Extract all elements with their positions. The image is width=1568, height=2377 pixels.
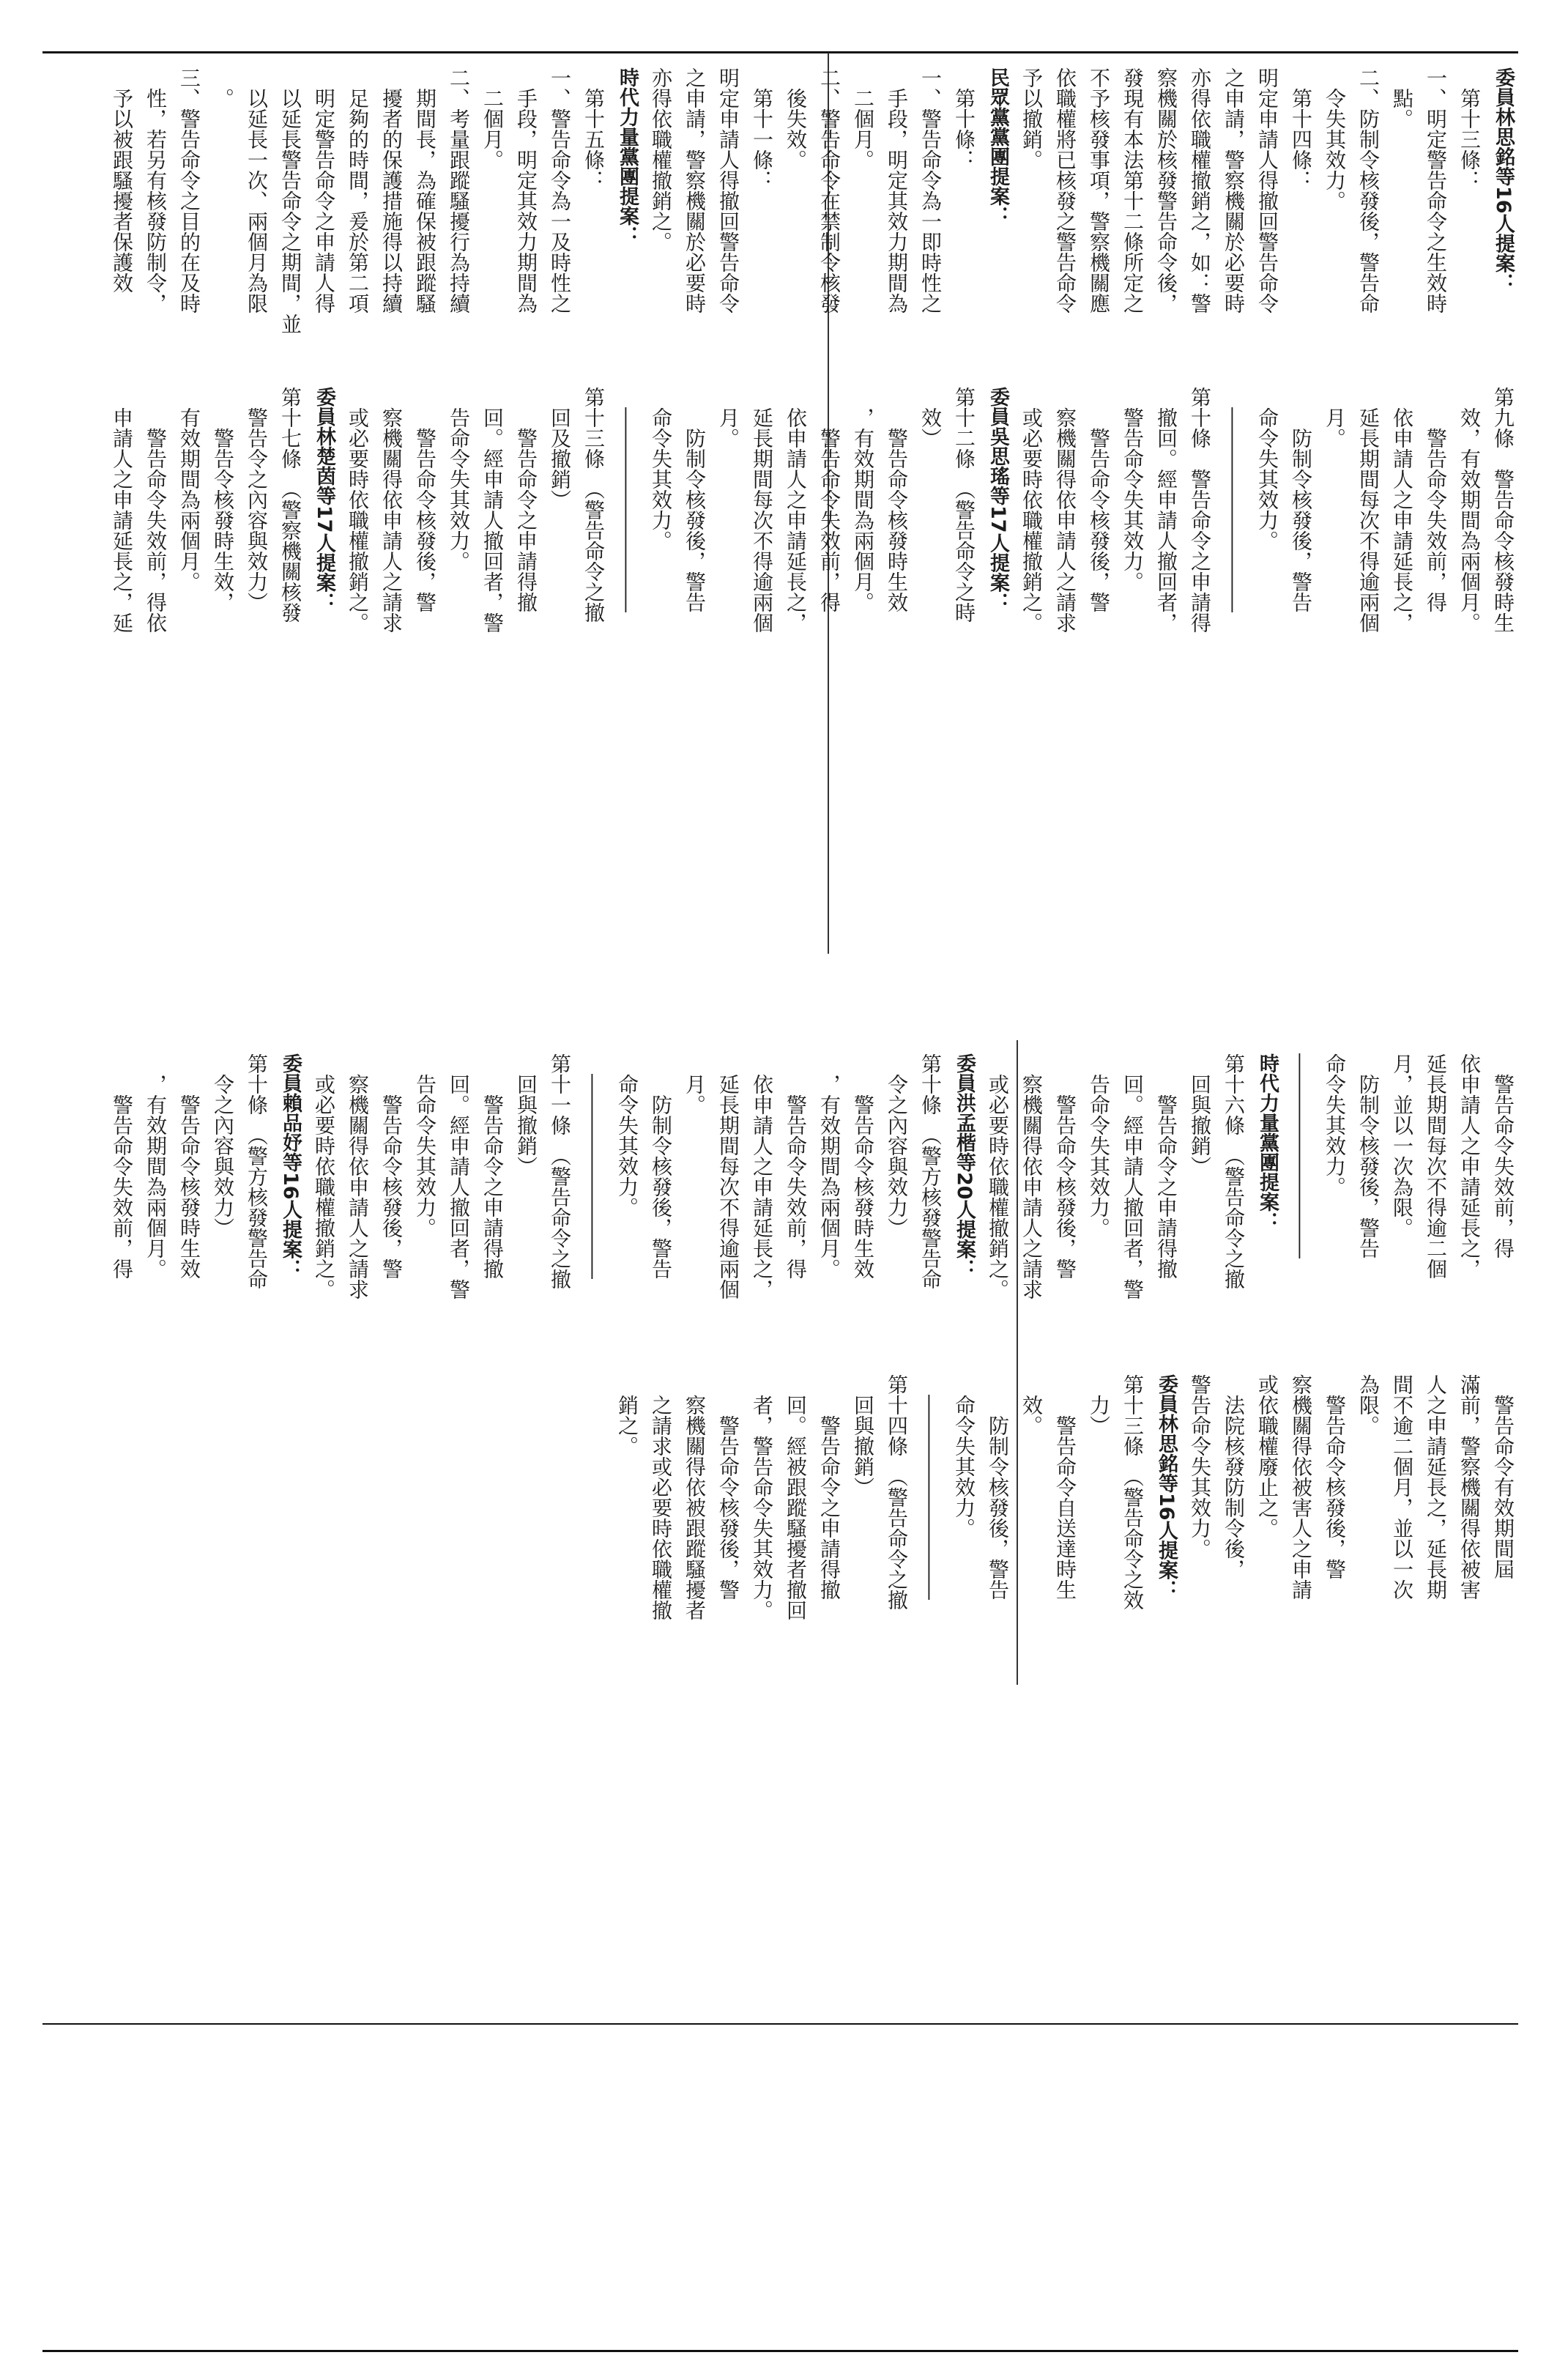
text-line: 第十條 （警方核發警告命 bbox=[245, 1053, 269, 1289]
proposal-heading: 委員林思銘等16人提案： bbox=[1492, 67, 1515, 293]
text-line: 察機關得依申請人之請求 bbox=[1019, 1053, 1044, 1299]
text-line: 亦得依職權撤銷之，如：警 bbox=[1188, 67, 1212, 314]
text-line: 察機關得依申請人之請求 bbox=[379, 387, 404, 633]
text-line: 警告命令核發時生效 bbox=[885, 387, 909, 612]
text-line: 予以被跟騷擾者保護效 bbox=[110, 67, 134, 293]
text-line: 警告命令之申請得撤 bbox=[817, 1374, 841, 1600]
proposal-heading: 委員林楚茵等17人提案： bbox=[313, 387, 335, 612]
text-line: 警告命令核發後，警 bbox=[1053, 1053, 1077, 1279]
text-line: 第十二條 （警告命令之時 bbox=[952, 387, 976, 623]
text-line: 防制令核發後，警告 bbox=[1289, 387, 1313, 612]
text-line: 月。 bbox=[683, 1053, 707, 1115]
text-line: 警告命令核發時生效 bbox=[851, 1053, 875, 1279]
text-line: 第十一條： bbox=[750, 67, 774, 190]
text-line: 第十一條 （警告命令之撤 bbox=[548, 1053, 572, 1289]
text-line: 有效期間為兩個月。 bbox=[177, 387, 201, 592]
text-line: 令之內容與效力） bbox=[885, 1053, 909, 1238]
text-line: 察機關於核發警告命令後， bbox=[1154, 67, 1178, 314]
text-line: ，有效期間為兩個月。 bbox=[851, 387, 875, 612]
proposal-heading: 委員林思銘等16人提案： bbox=[1155, 1374, 1178, 1600]
proposal-heading: 民眾黨黨團提案： bbox=[986, 67, 1009, 226]
text-line: ，有效期間為兩個月。 bbox=[144, 1053, 168, 1279]
proposal-heading: 時代力量黨團提案： bbox=[616, 67, 639, 245]
text-line: 點。 bbox=[1390, 67, 1414, 129]
text-line: 警告命令失效前，得 bbox=[110, 1053, 134, 1279]
text-line: 察機關得依被跟蹤騷擾者 bbox=[683, 1374, 707, 1620]
text-line: 法院核發防制令後， bbox=[1222, 1374, 1246, 1579]
text-line: 。 bbox=[211, 67, 235, 108]
text-line: 警告命令有效期間屆 bbox=[1491, 1374, 1515, 1579]
text-line: 防制令核發後，警告 bbox=[683, 387, 707, 612]
text-line: 延長期間每次不得逾兩個 bbox=[716, 1053, 740, 1299]
text-line: 第十六條 （警告命令之撤 bbox=[1222, 1053, 1246, 1289]
text-line: 第九條 警告命令核發時生 bbox=[1491, 387, 1515, 633]
text-line: 警告命令之申請得撤 bbox=[1154, 1053, 1178, 1279]
text-line: 警告命令失效前，得依 bbox=[144, 387, 168, 633]
middle-rule bbox=[42, 2023, 1518, 2025]
text-line: 之請求或必要時依職權撤 bbox=[649, 1374, 673, 1620]
text-line: 第十三條： bbox=[1457, 67, 1482, 190]
text-line: 或必要時依職權撤銷之。 bbox=[312, 1053, 336, 1299]
text-line: 回。經申請人撤回者，警 bbox=[480, 387, 505, 633]
text-line: 依申請人之申請延長之， bbox=[1390, 387, 1414, 633]
text-line: ―――――――――― bbox=[615, 387, 639, 612]
text-line: 二個月。 bbox=[851, 67, 875, 170]
text-line: 明定警告命令之申請人得 bbox=[312, 67, 336, 314]
text-line: 防制令核發後，警告 bbox=[649, 1053, 673, 1279]
upper-left-column bbox=[48, 387, 1520, 709]
text-line: 警告命令核發後，警 bbox=[1323, 1374, 1347, 1579]
text-line: 第十三條 （警告命令之撤 bbox=[582, 387, 606, 623]
text-line: 或依職權廢止之。 bbox=[1255, 1374, 1279, 1538]
text-line: 警告命令核發後，警 bbox=[413, 387, 437, 612]
text-line: 效，有效期間為兩個月。 bbox=[1457, 387, 1482, 633]
text-line: 回與撤銷） bbox=[1188, 1053, 1212, 1176]
text-line: 警告令核發時生效， bbox=[211, 387, 235, 612]
text-line: ―――――――――― bbox=[582, 1053, 606, 1279]
text-line: 擾者的保護措施得以持續 bbox=[379, 67, 404, 314]
text-line: ―――――――――― bbox=[1289, 1053, 1313, 1258]
text-line: 警告命令自送達時生 bbox=[1053, 1374, 1077, 1600]
text-line: 警告命令核發後，警 bbox=[379, 1053, 404, 1279]
text-line: 警告令之內容與效力） bbox=[245, 387, 269, 612]
text-line: 滿前，警察機關得依被害 bbox=[1457, 1374, 1482, 1600]
text-line: ―――――――――― bbox=[918, 1374, 943, 1600]
text-line: 警告命令核發時生效 bbox=[177, 1053, 201, 1279]
proposal-heading: 委員賴品妤等16人提案： bbox=[279, 1053, 302, 1279]
text-line: 之申請，警察機關於必要時 bbox=[683, 67, 707, 314]
text-line: 效。 bbox=[1019, 1374, 1044, 1436]
text-line: 月，並以一次為限。 bbox=[1390, 1053, 1414, 1238]
text-line: 後失效。 bbox=[784, 67, 808, 170]
text-line: 警告命令核發後，警 bbox=[716, 1374, 740, 1600]
text-line: 二、防制令核發後，警告命 bbox=[1356, 67, 1381, 314]
text-line: 警告命令失效前，得 bbox=[784, 1053, 808, 1279]
text-line: 防制令核發後，警告 bbox=[1356, 1053, 1381, 1258]
text-line: 令之內容與效力） bbox=[211, 1053, 235, 1238]
text-line: 告命令失其效力。 bbox=[1087, 1053, 1111, 1238]
text-line: 二個月。 bbox=[480, 67, 505, 170]
text-line: 警告命令失其效力。 bbox=[1188, 1374, 1212, 1559]
text-line: 警告命令失其效力。 bbox=[1121, 387, 1145, 592]
bottom-rule bbox=[42, 2350, 1518, 2352]
text-line: 月。 bbox=[1323, 387, 1347, 448]
text-line: 依申請人之申請延長之， bbox=[1457, 1053, 1482, 1279]
text-line: 亦得依職權撤銷之。 bbox=[649, 67, 673, 252]
text-line: 效） bbox=[918, 387, 943, 448]
text-line: 力） bbox=[1087, 1374, 1111, 1436]
text-line: 第十四條 （警告命令之撤 bbox=[885, 1374, 909, 1610]
text-line: 為限。 bbox=[1356, 1374, 1381, 1436]
text-line: 第十條 （警方核發警告命 bbox=[918, 1053, 943, 1289]
top-rule bbox=[42, 51, 1518, 53]
text-line: 警告命令核發後，警 bbox=[1087, 387, 1111, 612]
text-line: 二、考量跟蹤騷擾行為持續 bbox=[447, 67, 471, 314]
text-line: 手段，明定其效力期間為 bbox=[885, 67, 909, 314]
text-line: 二、警告命令在禁制令核發 bbox=[817, 67, 841, 314]
text-line: 回與撤銷） bbox=[514, 1053, 538, 1176]
text-line: 明定申請人得撤回警告命令 bbox=[1255, 67, 1279, 314]
text-line: 手段，明定其效力期間為 bbox=[514, 67, 538, 314]
text-line: 不予核發事項，警察機關應 bbox=[1087, 67, 1111, 314]
text-line: 警告命令失效前，得 bbox=[1424, 387, 1448, 612]
text-line: 發現有本法第十二條所定之 bbox=[1121, 67, 1145, 314]
text-line: 命令失其效力。 bbox=[615, 1053, 639, 1217]
text-line: 第十條 警告命令之申請得 bbox=[1188, 387, 1212, 633]
text-line: 一、警告命令為一及時性之 bbox=[548, 67, 572, 314]
text-line: 或必要時依職權撤銷之。 bbox=[986, 1053, 1010, 1299]
text-line: 延長期間每次不得逾二個 bbox=[1424, 1053, 1448, 1279]
text-line: 第十條： bbox=[952, 67, 976, 170]
text-line: 第十五條： bbox=[582, 67, 606, 190]
text-line: 告命令失其效力。 bbox=[447, 387, 471, 571]
text-line: ―――――――――― bbox=[1222, 387, 1246, 612]
text-line: 以延長警告命令之期間，並 bbox=[278, 67, 302, 334]
text-line: 以延長一次、兩個月為限 bbox=[245, 67, 269, 314]
text-line: 第十七條 （警察機關核發 bbox=[278, 387, 302, 623]
text-line: 察機關得依被害人之申請 bbox=[1289, 1374, 1313, 1600]
text-line: 性，若另有核發防制令， bbox=[144, 67, 168, 314]
text-line: 依職權將已核發之警告命令 bbox=[1053, 67, 1077, 314]
text-line: 警告命令失效前，得 bbox=[1491, 1053, 1515, 1258]
text-line: 告命令失其效力。 bbox=[413, 1053, 437, 1238]
text-line: 回。經申請人撤回者，警 bbox=[1121, 1053, 1145, 1299]
text-line: 之申請，警察機關於必要時 bbox=[1222, 67, 1246, 314]
text-line: 命令失其效力。 bbox=[649, 387, 673, 551]
text-line: 命令失其效力。 bbox=[952, 1374, 976, 1538]
text-line: 明定申請人得撤回警告命令 bbox=[716, 67, 740, 314]
lower-right-column bbox=[48, 1053, 1520, 1361]
text-line: ，有效期間為兩個月。 bbox=[817, 1053, 841, 1279]
text-line: 足夠的時間，爰於第二項 bbox=[346, 67, 370, 314]
text-line: 延長期間每次不得逾兩個 bbox=[1356, 387, 1381, 633]
text-line: 依申請人之申請延長之， bbox=[784, 387, 808, 633]
text-line: 回與撤銷） bbox=[851, 1374, 875, 1497]
text-line: 一、明定警告命令之生效時 bbox=[1424, 67, 1448, 314]
text-line: 警告命令之申請得撤 bbox=[480, 1053, 505, 1279]
text-line: 銷之。 bbox=[615, 1374, 639, 1456]
text-line: 申請人之申請延長之，延 bbox=[110, 387, 134, 633]
proposal-heading: 委員洪孟楷等20人提案： bbox=[953, 1053, 976, 1279]
proposal-heading: 委員吳思瑤等17人提案： bbox=[986, 387, 1009, 612]
upper-right-column bbox=[48, 67, 1520, 375]
text-line: 察機關得依申請人之請求 bbox=[1053, 387, 1077, 633]
text-line: 第十三條 （警告命令之效 bbox=[1121, 1374, 1145, 1610]
text-line: 回。經被跟蹤騷擾者撤回 bbox=[784, 1374, 808, 1620]
text-line: 予以撤銷。 bbox=[1019, 67, 1044, 170]
text-line: 人之申請延長之，延長期 bbox=[1424, 1374, 1448, 1600]
text-line: 一、警告命令為一即時性之 bbox=[918, 67, 943, 314]
text-line: 命令失其效力。 bbox=[1323, 1053, 1347, 1197]
text-line: 或必要時依職權撤銷之。 bbox=[346, 387, 370, 633]
text-line: 間不逾二個月，並以一次 bbox=[1390, 1374, 1414, 1600]
text-line: 月。 bbox=[716, 387, 740, 448]
text-line: 期間長，為確保被跟蹤騷 bbox=[413, 67, 437, 314]
text-line: 察機關得依申請人之請求 bbox=[346, 1053, 370, 1299]
text-line: 三、警告命令之目的在及時 bbox=[177, 67, 201, 314]
text-line: 依申請人之申請延長之， bbox=[750, 1053, 774, 1299]
text-line: 令失其效力。 bbox=[1323, 67, 1347, 211]
proposal-heading: 時代力量黨團提案： bbox=[1256, 1053, 1279, 1231]
text-line: 或必要時依職權撤銷之。 bbox=[1019, 387, 1044, 633]
text-line: 警告命令之申請得撤 bbox=[514, 387, 538, 612]
text-line: 回。經申請人撤回者，警 bbox=[447, 1053, 471, 1299]
lower-left-column bbox=[48, 1374, 1520, 1682]
text-line: 第十四條： bbox=[1289, 67, 1313, 190]
text-line: 回及撤銷） bbox=[548, 387, 572, 510]
text-line: 防制令核發後，警告 bbox=[986, 1374, 1010, 1600]
text-line: 者，警告命令失其效力。 bbox=[750, 1374, 774, 1620]
text-line: 延長期間每次不得逾兩個 bbox=[750, 387, 774, 633]
text-line: 命令失其效力。 bbox=[1255, 387, 1279, 551]
text-line: 警告命令失效前，得 bbox=[817, 387, 841, 612]
text-line: 撤回。經申請人撤回者， bbox=[1154, 387, 1178, 633]
